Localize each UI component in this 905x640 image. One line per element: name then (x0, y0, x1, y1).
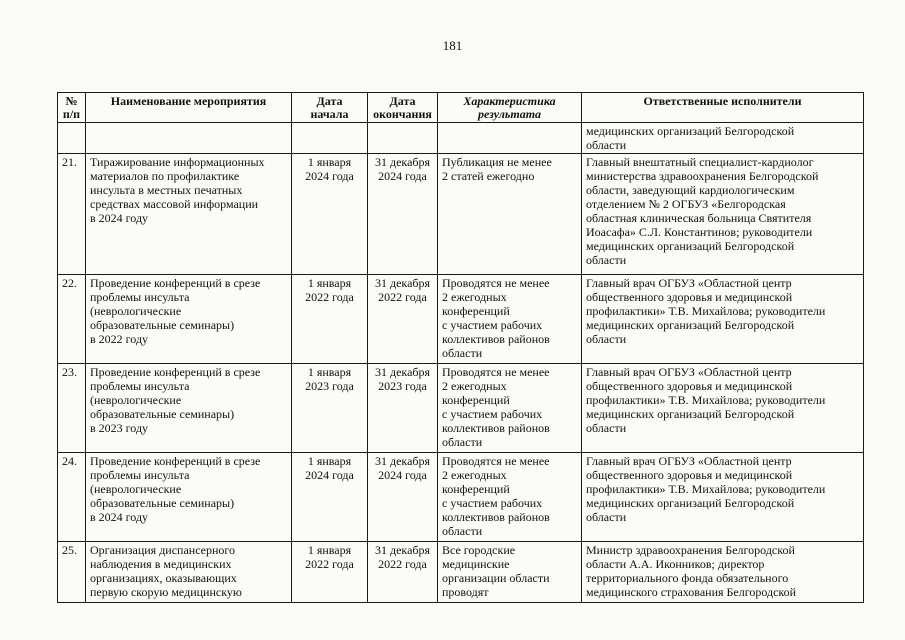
cell-result: Проводятся не менее 2 ежегодных конференций с участием рабочих коллективов районов области (438, 453, 582, 542)
cell-end-date: 31 декабря 2023 года (368, 364, 438, 453)
cell-event-name: Проведение конференций в срезе проблемы инсульта (неврологические образовательные семинары) в 2023 году (86, 364, 292, 453)
cell-result: Все городские медицинские организации области проводят (438, 542, 582, 603)
table-row (58, 453, 864, 542)
header-result: Характеристика результата (438, 93, 582, 123)
cell-end-date: 31 декабря 2024 года (368, 154, 438, 275)
header-start-date: Дата начала (292, 93, 368, 123)
header-number: № п/п (58, 93, 86, 123)
cell-responsible: Главный врач ОГБУЗ «Областной центр общественного здоровья и медицинской профилактики» Т.В. Михайлова; руководители медицинских организаций Белгородской области (582, 275, 864, 364)
cell-responsible: Министр здравоохранения Белгородской области А.А. Иконников; директор территориального фонда обязательного медицинского страхования Белгородской (582, 542, 864, 603)
cell-end-date: 31 декабря 2022 года (368, 275, 438, 364)
cell-number: 25. (58, 542, 86, 603)
cell-start-date (292, 123, 368, 154)
table-row (58, 364, 864, 453)
cell-responsible: Главный врач ОГБУЗ «Областной центр общественного здоровья и медицинской профилактики» Т.В. Михайлова; руководители медицинских организаций Белгородской области (582, 364, 864, 453)
cell-start-date: 1 января 2022 года (292, 275, 368, 364)
cell-result: Проводятся не менее 2 ежегодных конференций с участием рабочих коллективов районов области (438, 275, 582, 364)
header-event-name: Наименование мероприятия (86, 93, 292, 123)
table-row (58, 542, 864, 603)
cell-event-name (86, 123, 292, 154)
cell-start-date: 1 января 2024 года (292, 453, 368, 542)
cell-responsible: медицинских организаций Белгородской области (582, 123, 864, 154)
table-row (58, 154, 864, 275)
cell-start-date: 1 января 2022 года (292, 542, 368, 603)
cell-result: Публикация не менее 2 статей ежегодно (438, 154, 582, 275)
table-header (58, 93, 864, 123)
cell-result (438, 123, 582, 154)
cell-responsible: Главный врач ОГБУЗ «Областной центр общественного здоровья и медицинской профилактики» Т.В. Михайлова; руководители медицинских организаций Белгородской области (582, 453, 864, 542)
cell-result: Проводятся не менее 2 ежегодных конференций с участием рабочих коллективов районов области (438, 364, 582, 453)
header-responsible: Ответственные исполнители (582, 93, 864, 123)
cell-start-date: 1 января 2024 года (292, 154, 368, 275)
page-number: 181 (442, 38, 463, 53)
cell-end-date: 31 декабря 2022 года (368, 542, 438, 603)
cell-event-name: Проведение конференций в срезе проблемы инсульта (неврологические образовательные семинары) в 2022 году (86, 275, 292, 364)
table-row (58, 275, 864, 364)
cell-end-date (368, 123, 438, 154)
cell-responsible: Главный внештатный специалист-кардиолог министерства здравоохранения Белгородской области, заведующий кардиологическим отделением № 2 ОГБУЗ «Белгородская областная клиническая больница Святителя Иоасафа» С.Л. Константинов; руководители медицинских организаций Белгородской области (582, 154, 864, 275)
cell-event-name: Организация диспансерного наблюдения в медицинских организациях, оказывающих первую скорую медицинскую (86, 542, 292, 603)
cell-event-name: Проведение конференций в срезе проблемы инсульта (неврологические образовательные семинары) в 2024 году (86, 453, 292, 542)
cell-number: 23. (58, 364, 86, 453)
cell-number: 21. (58, 154, 86, 275)
cell-number: 24. (58, 453, 86, 542)
cell-event-name: Тиражирование информационных материалов по профилактике инсульта в местных печатных средствах массовой информации в 2024 году (86, 154, 292, 275)
table-row-continuation (58, 123, 864, 154)
header-end-date: Дата окончания (368, 93, 438, 123)
events-table (57, 92, 864, 603)
cell-end-date: 31 декабря 2024 года (368, 453, 438, 542)
cell-number (58, 123, 86, 154)
cell-start-date: 1 января 2023 года (292, 364, 368, 453)
cell-number: 22. (58, 275, 86, 364)
